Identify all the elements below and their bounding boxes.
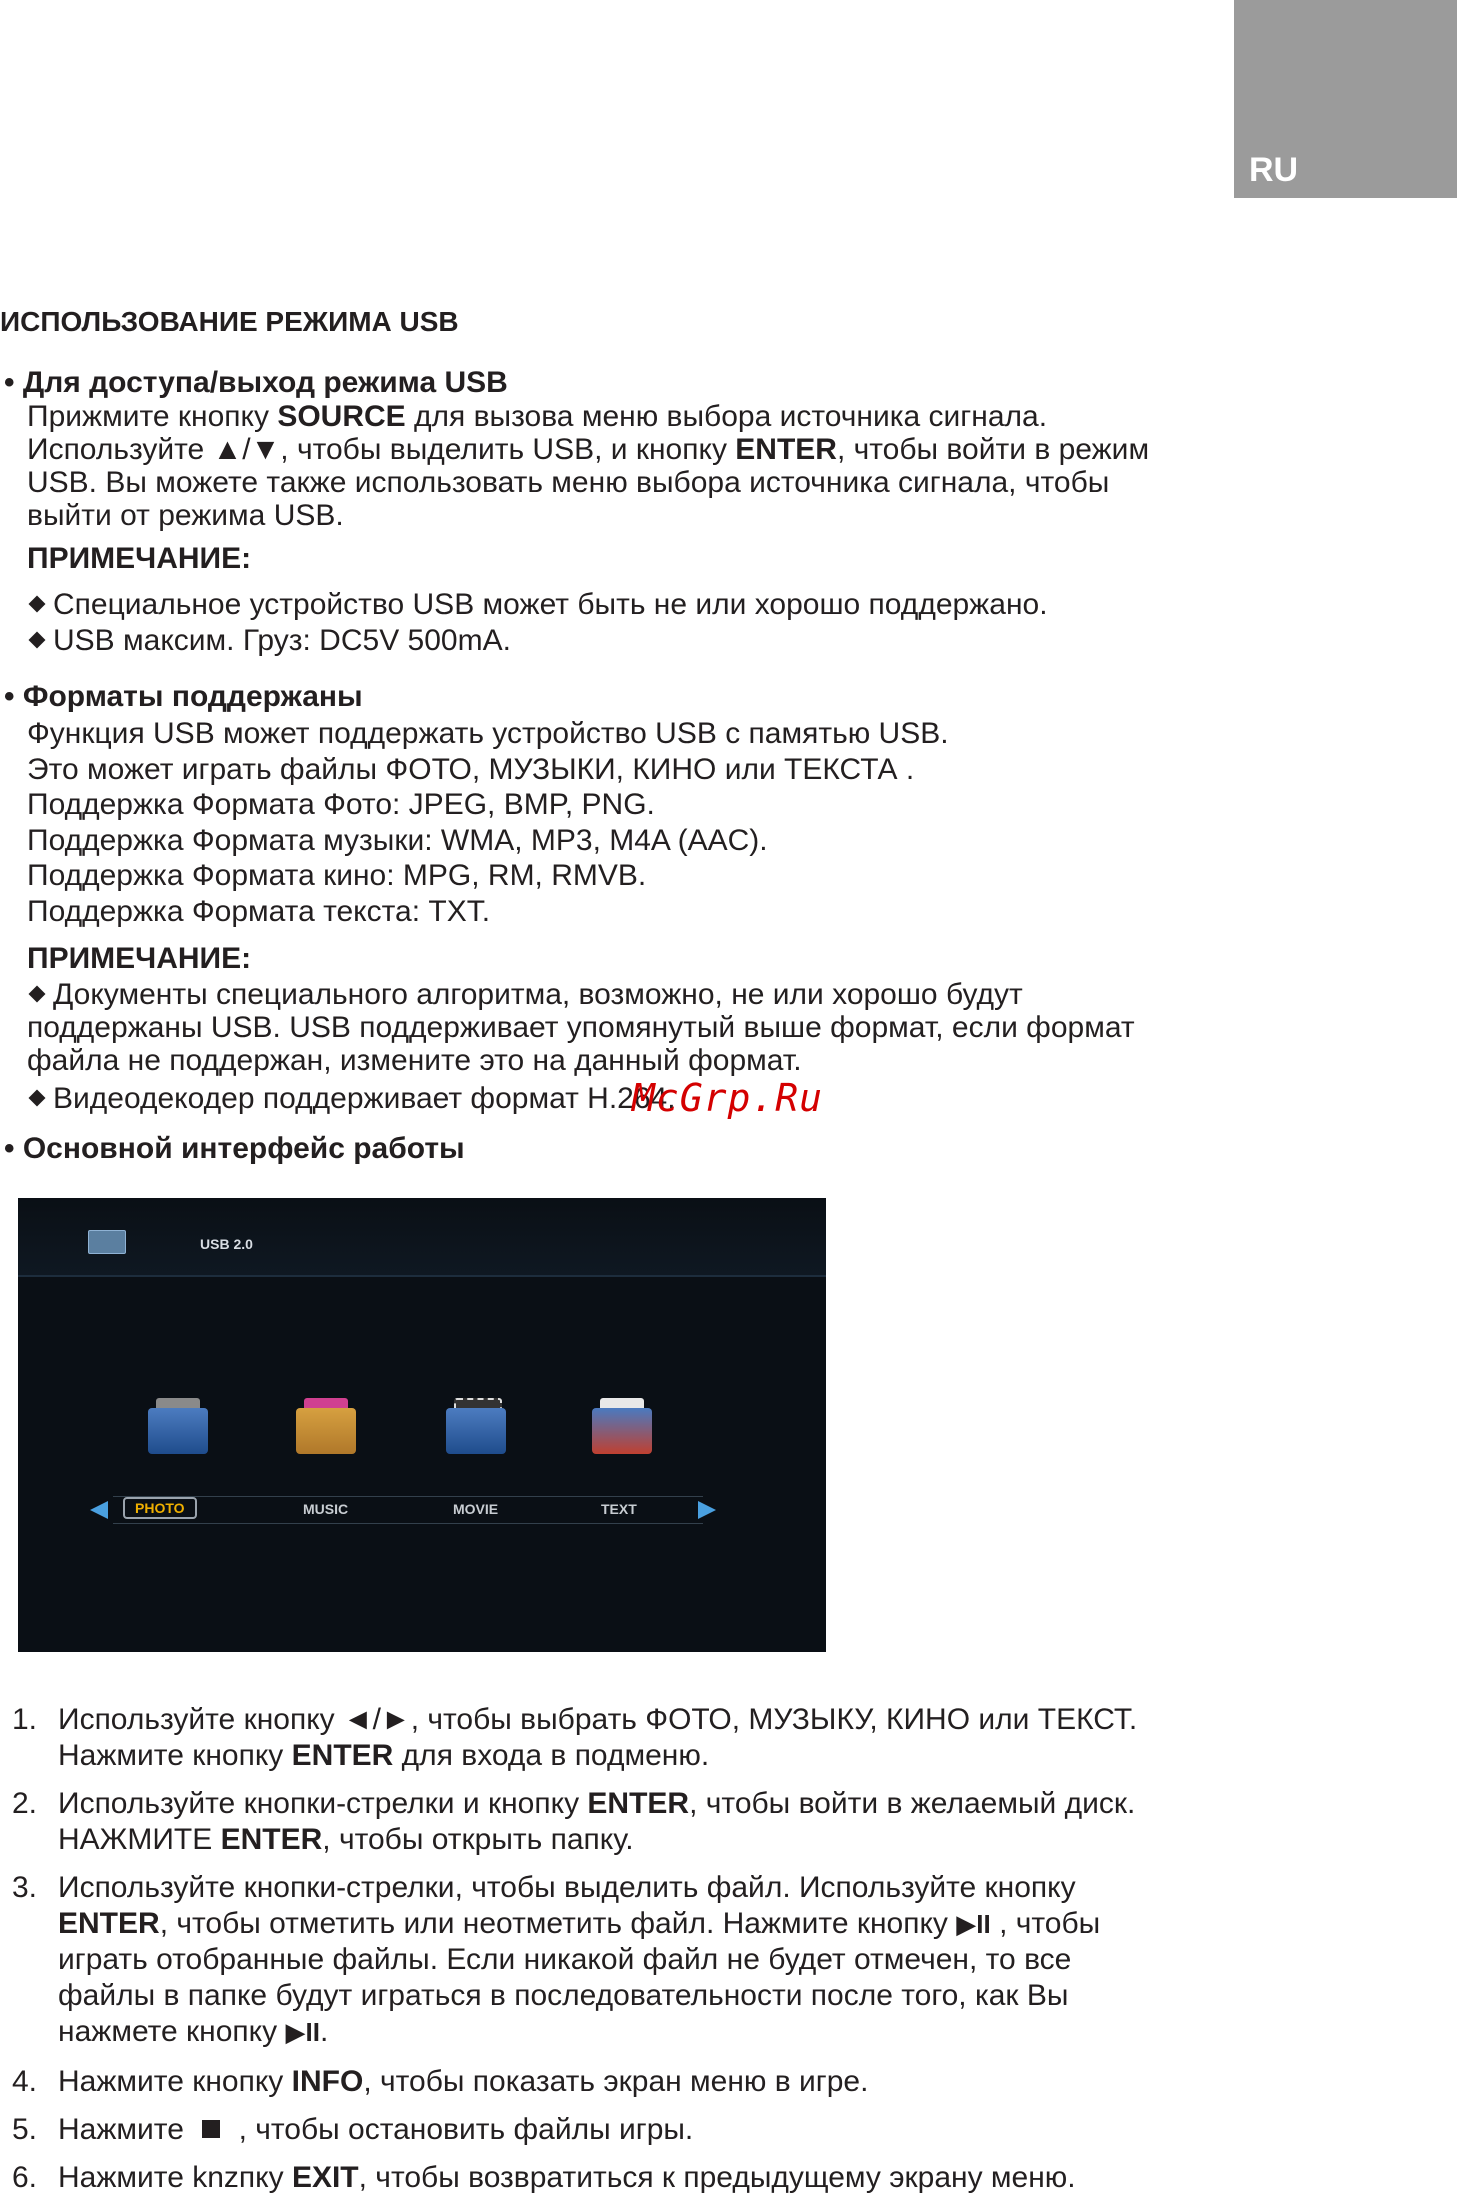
section2-note-2: Видеодекодер поддерживает формат H.264. [27,1082,676,1115]
play-pause-icon: ▶II [956,1909,991,1939]
photo-icon [148,1398,208,1454]
section2-note-1: Документы специального алгоритма, возможно, не или хорошо будут поддержаны USB. USB поддерживает упомянутый выше формат, если формат файла не поддержан, измените это на данный формат. [27,978,1135,1077]
menu-item-photo[interactable]: PHOTO [123,1497,197,1519]
usb-menu-screenshot [18,1198,826,1652]
screen-top-bar [18,1198,826,1277]
step-6: 6. Нажмите knzпку EXIT, чтобы возвратиться к предыдущему экрану меню. [12,2161,1076,2194]
stop-icon [202,2120,220,2138]
bullet-diamond-icon [29,596,46,613]
section1-heading: • Для доступа/выход режима USB [4,366,508,399]
section3-heading: • Основной интерфейс работы [4,1132,465,1165]
bullet-diamond-icon [29,632,46,649]
page-title: ИСПОЛЬЗОВАНИЕ РЕЖИМА USB [0,306,459,337]
menu-item-music[interactable]: MUSIC [303,1501,349,1517]
section1-note-2: USB максим. Груз: DC5V 500mA. [27,624,511,657]
bullet-diamond-icon [29,1090,46,1107]
menu-item-movie[interactable]: MOVIE [453,1501,499,1517]
music-icon [296,1398,356,1454]
bullet-diamond-icon [29,986,46,1003]
step-1: 1. Используйте кнопку ◄/►, чтобы выбрать ФОТО, МУЗЫКУ, КИНО или ТЕКСТ. Нажмите кнопку ENTER для входа в подменю. [12,1703,1138,1772]
section1-note-1: Специальное устройство USB может быть не или хорошо поддержано. [27,588,1048,621]
play-pause-icon: ▶II [285,2017,320,2047]
section2-note-heading: ПРИМЕЧАНИЕ: [27,942,252,975]
section1-paragraph: Прижмите кнопку SOURCE для вызова меню выбора источника сигнала. Используйте ▲/▼, чтобы выделить USB, и кнопку ENTER, чтобы войти в режим USB. Вы можете также использовать меню выбора источника сигнала, чтобы выйти от режима USB. [27,400,1150,532]
step-4: 4. Нажмите кнопку INFO, чтобы показать экран меню в игре. [12,2065,869,2098]
step-3: 3. Используйте кнопки-стрелки, чтобы выделить файл. Используйте кнопку ENTER, чтобы отметить или неотметить файл. Нажмите кнопку ▶II , чтобы играть отобранные файлы. Если никакой файл не будет отмечен, то все файлы в папке будут играться в последовательности после того, как Вы нажмете кнопку ▶II. [12,1871,1101,2048]
section2-paragraph: Функция USB может поддержать устройство USB с памятью USB. Это может играть файлы ФОТО, МУЗЫКИ, КИНО или ТЕКСТА . Поддержка Формата Фото: JPEG, BMP, PNG. Поддержка Формата музыки: WMA, MP3, M4A (AAC). Поддержка Формата кино: MPG, RM, RMVB. Поддержка Формата текста: TXT. [27,717,949,928]
section2-heading: • Форматы поддержаны [4,680,363,713]
step-2: 2. Используйте кнопки-стрелки и кнопку ENTER, чтобы войти в желаемый диск. НАЖМИТЕ ENTER, чтобы открыть папку. [12,1787,1136,1856]
menu-item-text[interactable]: TEXT [601,1501,637,1517]
media-menu-bar [113,1496,703,1524]
menu-right-arrow-icon[interactable] [698,1501,716,1519]
usb-version-label: USB 2.0 [200,1236,253,1252]
step-5: 5. Нажмите , чтобы остановить файлы игры. [12,2113,694,2146]
language-tab [1234,0,1457,198]
watermark: McGrp.Ru [632,1076,824,1120]
menu-left-arrow-icon[interactable] [90,1501,108,1519]
language-label: RU [1249,151,1299,189]
usb-drive-icon [88,1230,126,1254]
text-icon [592,1398,652,1454]
movie-icon [446,1398,506,1454]
section1-note-heading: ПРИМЕЧАНИЕ: [27,542,252,575]
